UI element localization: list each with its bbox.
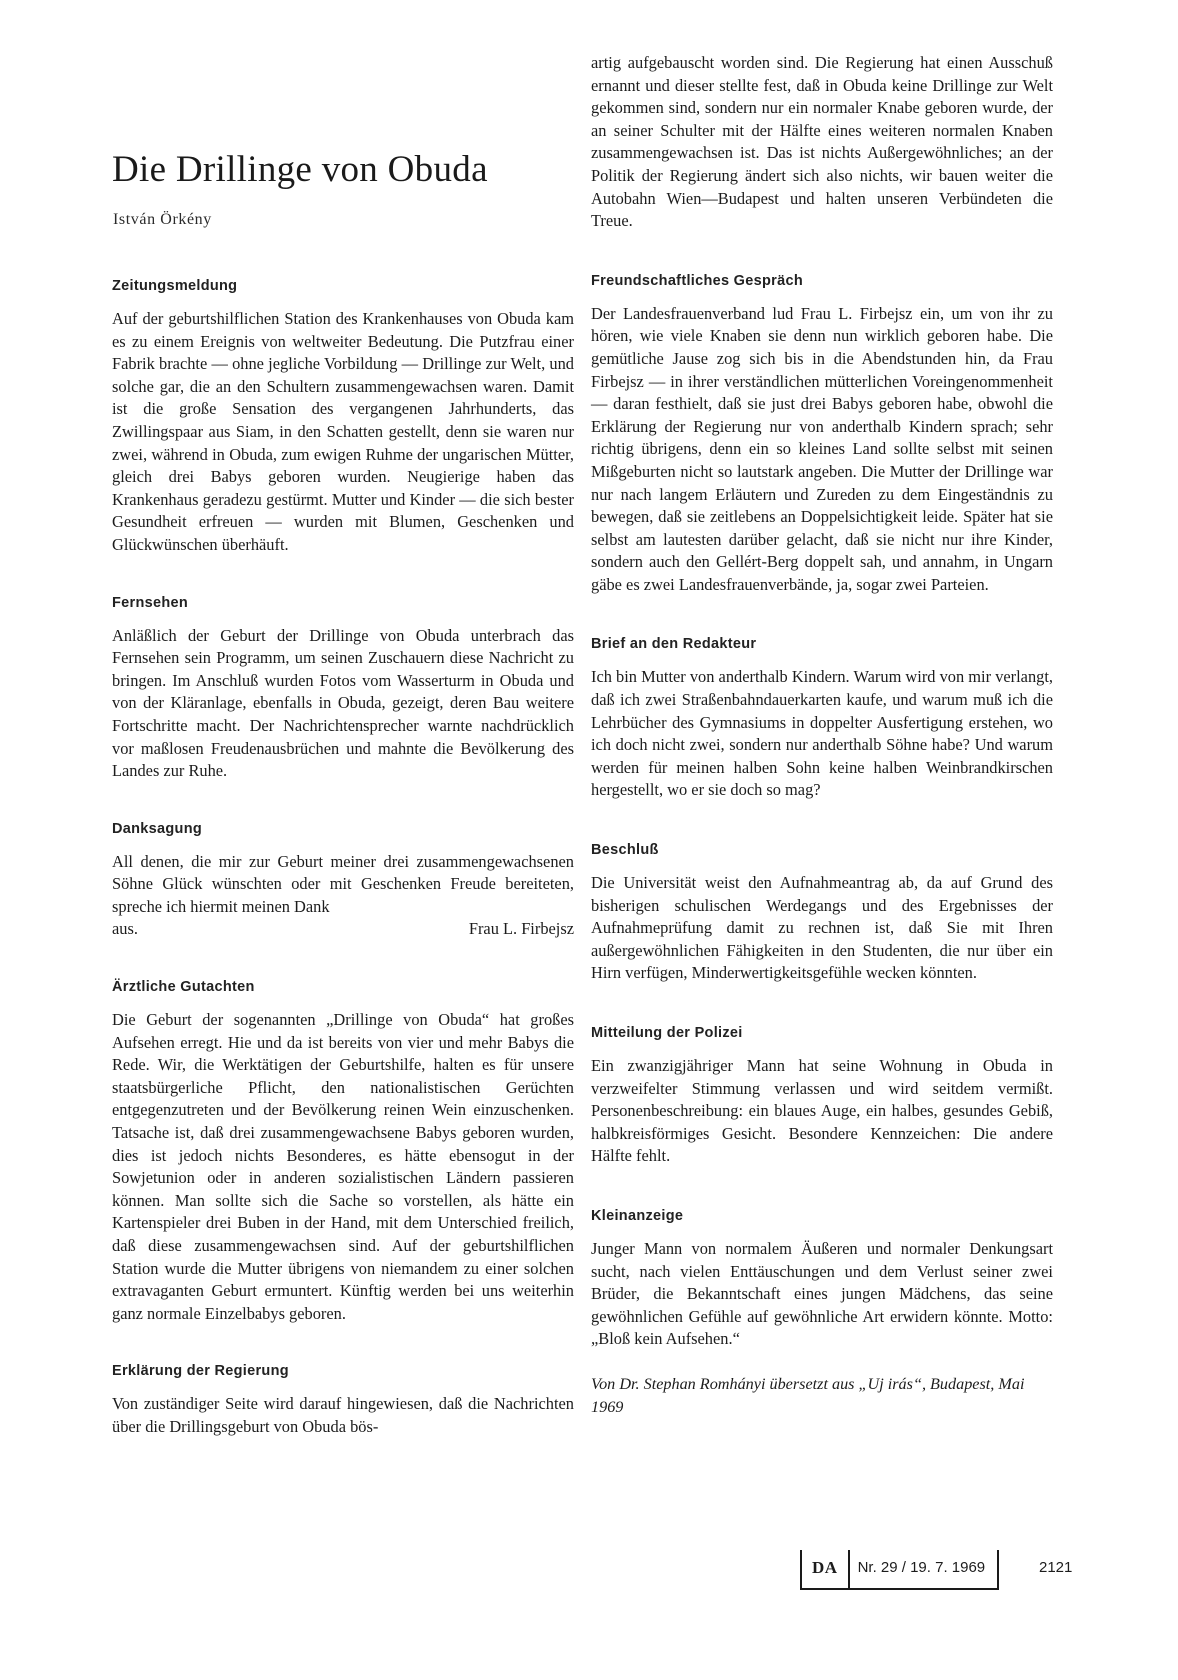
page-number: 2121	[1039, 1559, 1073, 1576]
section-text-kleinanzeige: Junger Mann von normalem Äußeren und normaler Denkungsart sucht, nach vielen Enttäuschungen und dem Verlust seiner zwei Brüder, die Bekanntschaft eines jungen Mädchens, das seine gewöhnlichen Gefühle auf gewöhnliche Art erwidern könnte. Motto: „Bloß kein Aufsehen.“	[591, 1238, 1053, 1349]
footer-issue-box	[800, 1550, 999, 1590]
article-author: István Örkény	[113, 211, 212, 228]
left-column	[112, 278, 574, 1439]
section-text-brief-an-den-redakteur: Ich bin Mutter von anderthalb Kindern. Warum wird von mir verlangt, daß ich zwei Straßenbahndauerkarten kaufe, und warum muß ich die Lehrbücher des Gymnasiums in doppelter Ausfertigung erstehen, wo ich doch nicht zwei, sondern nur anderthalb Söhne habe? Und warum werden für meinen halben Sohn keine halben Weinbrandkirschen hergestellt, wo er sie doch so mag?	[591, 667, 1053, 800]
section-heading-erklaerung-der-regierung: Erklärung der Regierung	[112, 1363, 289, 1380]
section-text-erklaerung-der-regierung-continued: artig aufgebauscht worden sind. Die Regierung hat einen Ausschuß ernannt und dieser stellte fest, daß in Obuda keine Drillinge zur Welt gekommen sind, sondern nur ein normaler Knabe geboren wurde, der an seiner Schulter mit der Hälfte eines weiteren normalen Knaben zusammengewachsen ist. Das ist nichts Außergewöhnliches; an der Politik der Regierung ändert sich also nichts, wir bauen weiter die Autobahn Wien—Budapest und halten unseren Verbündeten die Treue.	[591, 53, 1053, 231]
danksagung-signature-row	[112, 918, 574, 941]
section-text-freundschaftliches-gespraech: Der Landesfrauenverband lud Frau L. Firbejsz ein, um von ihr zu hören, wie viele Knaben sie denn nun wirklich geboren habe. Die gemütliche Jause zog sich bis in die Abendstunden hin, da Frau Firbejsz — in ihrer verständlichen mütterlichen Voreingenommenheit — daran festhielt, daß sie just drei Babys geboren habe, obwohl die Erklärung der Regierung nur von anderthalb Kindern sprach; sehr richtig übrigens, denn ein so kleines Land sollte selbst mit seinen Mißgeburten nicht so lautstark angeben. Die Mutter der Drillinge war nur nach langem Erläutern und Zureden zu dem Eingeständnis zu bewegen, daß sie zeitlebens an Doppelsichtigkeit leide. Später hat sie selbst am lautesten darüber gelacht, daß sie nicht nur ihre Kinder, sondern auch den Gellért-Berg doppelt sah, und annahm, in Ungarn gäbe es zwei Landesfrauenverbände, ja, sogar zwei Parteien.	[591, 303, 1053, 594]
translation-source-note: Von Dr. Stephan Romhányi übersetzt aus „Uj irás“, Budapest, Mai 1969	[591, 1374, 1025, 1416]
section-heading-zeitungsmeldung: Zeitungsmeldung	[112, 278, 238, 294]
section-heading-beschluss: Beschluß	[591, 842, 659, 859]
section-heading-freundschaftliches-gespraech: Freundschaftliches Gespräch	[591, 272, 803, 289]
section-text-erklaerung-der-regierung: Von zuständiger Seite wird darauf hingewiesen, daß die Nachrichten über die Drillingsgeburt von Obuda bös-	[112, 1394, 574, 1436]
section-text-zeitungsmeldung: Auf der geburtshilflichen Station des Krankenhauses von Obuda kam es zu einem Ereignis von weltweiter Bedeutung. Die Putzfrau einer Fabrik brachte — ohne jegliche Vorbildung — Drillinge zur Welt, und solche gar, die an den Schultern zusammengewachsen waren. Damit ist die große Sensation des vergangenen Jahrhunderts, das Zwillingspaar aus Siam, in den Schatten gestellt, denn sie waren nur zwei, während in Obuda, zum ewigen Ruhme der ungarischen Mütter, gleich drei Babys geboren wurden. Neugierige haben das Krankenhaus geradezu gestürmt. Mutter und Kinder — die sich bester Gesundheit erfreuen — wurden mit Blumen, Geschenken und Glückwünschen überhäuft.	[112, 309, 574, 554]
section-text-beschluss: Die Universität weist den Aufnahmeantrag ab, da auf Grund des bisherigen schulischen Werdegangs und des Ergebnisses der Aufnahmeprüfung damit zu rechnen ist, daß Sie mit Ihren außergewöhnlichen Fähigkeiten in den Studenten, die nur über ein Hirn verfügen, Minderwertigkeitsgefühle wecken könnten.	[591, 873, 1053, 983]
right-column	[591, 52, 1053, 1418]
section-text-fernsehen: Anläßlich der Geburt der Drillinge von Obuda unterbrach das Fernsehen sein Programm, um seinen Zuschauern diese Nachricht zu bringen. Im Anschluß wurden Fotos vom Wasserturm in Obuda und von der Kläranlage, ebenfalls in Obuda, gezeigt, deren Bau weitere Fortschritte macht. Der Nachrichtensprecher warnte nachdrücklich vor maßlosen Freudenausbrüchen und mahnte die Bevölkerung des Landes zur Ruhe.	[112, 625, 574, 781]
section-heading-brief-an-den-redakteur: Brief an den Redakteur	[591, 636, 757, 653]
magazine-logo: DA	[802, 1550, 850, 1588]
section-text-mitteilung-der-polizei: Ein zwanzigjähriger Mann hat seine Wohnung in Obuda in verzweifelter Stimmung verlassen und wird seitdem vermißt. Personenbeschreibung: ein blaues Auge, ein halbes, gesundes Gebiß, halbkreisförmiges Gesicht. Besondere Kennzeichen: Die andere Hälfte fehlt.	[591, 1056, 1053, 1166]
section-heading-kleinanzeige: Kleinanzeige	[591, 1207, 684, 1224]
section-text-danksagung: All denen, die mir zur Geburt meiner drei zusammengewachsenen Söhne Glück wünschten oder mit Geschenken Freude bereiteten, spreche ich hiermit meinen Dank	[112, 851, 574, 916]
section-text-aerztliche-gutachten: Die Geburt der sogenannten „Drillinge von Obuda“ hat großes Aufsehen erregt. Hie und da ist bereits von vier und mehr Babys die Rede. Wir, die Werktätigen der Geburtshilfe, halten es für unsere staatsbürgerliche Pflicht, den nationalistischen Gerüchten entgegenzutreten und der Bevölkerung reinen Wein einzuschenken. Tatsache ist, daß drei zusammengewachsene Babys geboren wurden, dies ist jedoch nichts Besonderes, es hätte ebensogut in der Sowjetunion oder in anderen sozialistischen Ländern passieren können. Man sollte sich die Sache so vorstellen, als hätte ein Kartenspieler drei Buben in der Hand, mit dem Unterschied freilich, daß diese zusammengewachsen sind. Auf der geburtshilflichen Station wurde die Mutter übrigens von niemandem zu einer solchen extravaganten Geburt ermuntert. Künftig werden bei uns weiterhin ganz normale Einzelbabys geboren.	[112, 1010, 574, 1323]
article-title: Die Drillinge von Obuda	[112, 149, 488, 190]
section-heading-fernsehen: Fernsehen	[112, 594, 189, 611]
danksagung-signature: Frau L. Firbejsz	[468, 919, 574, 939]
section-heading-aerztliche-gutachten: Ärztliche Gutachten	[112, 979, 255, 996]
danksagung-last-word: aus.	[112, 919, 138, 939]
section-heading-mitteilung-der-polizei: Mitteilung der Polizei	[591, 1025, 743, 1041]
issue-info: Nr. 29 / 19. 7. 1969	[857, 1559, 986, 1576]
section-heading-danksagung: Danksagung	[112, 820, 203, 837]
